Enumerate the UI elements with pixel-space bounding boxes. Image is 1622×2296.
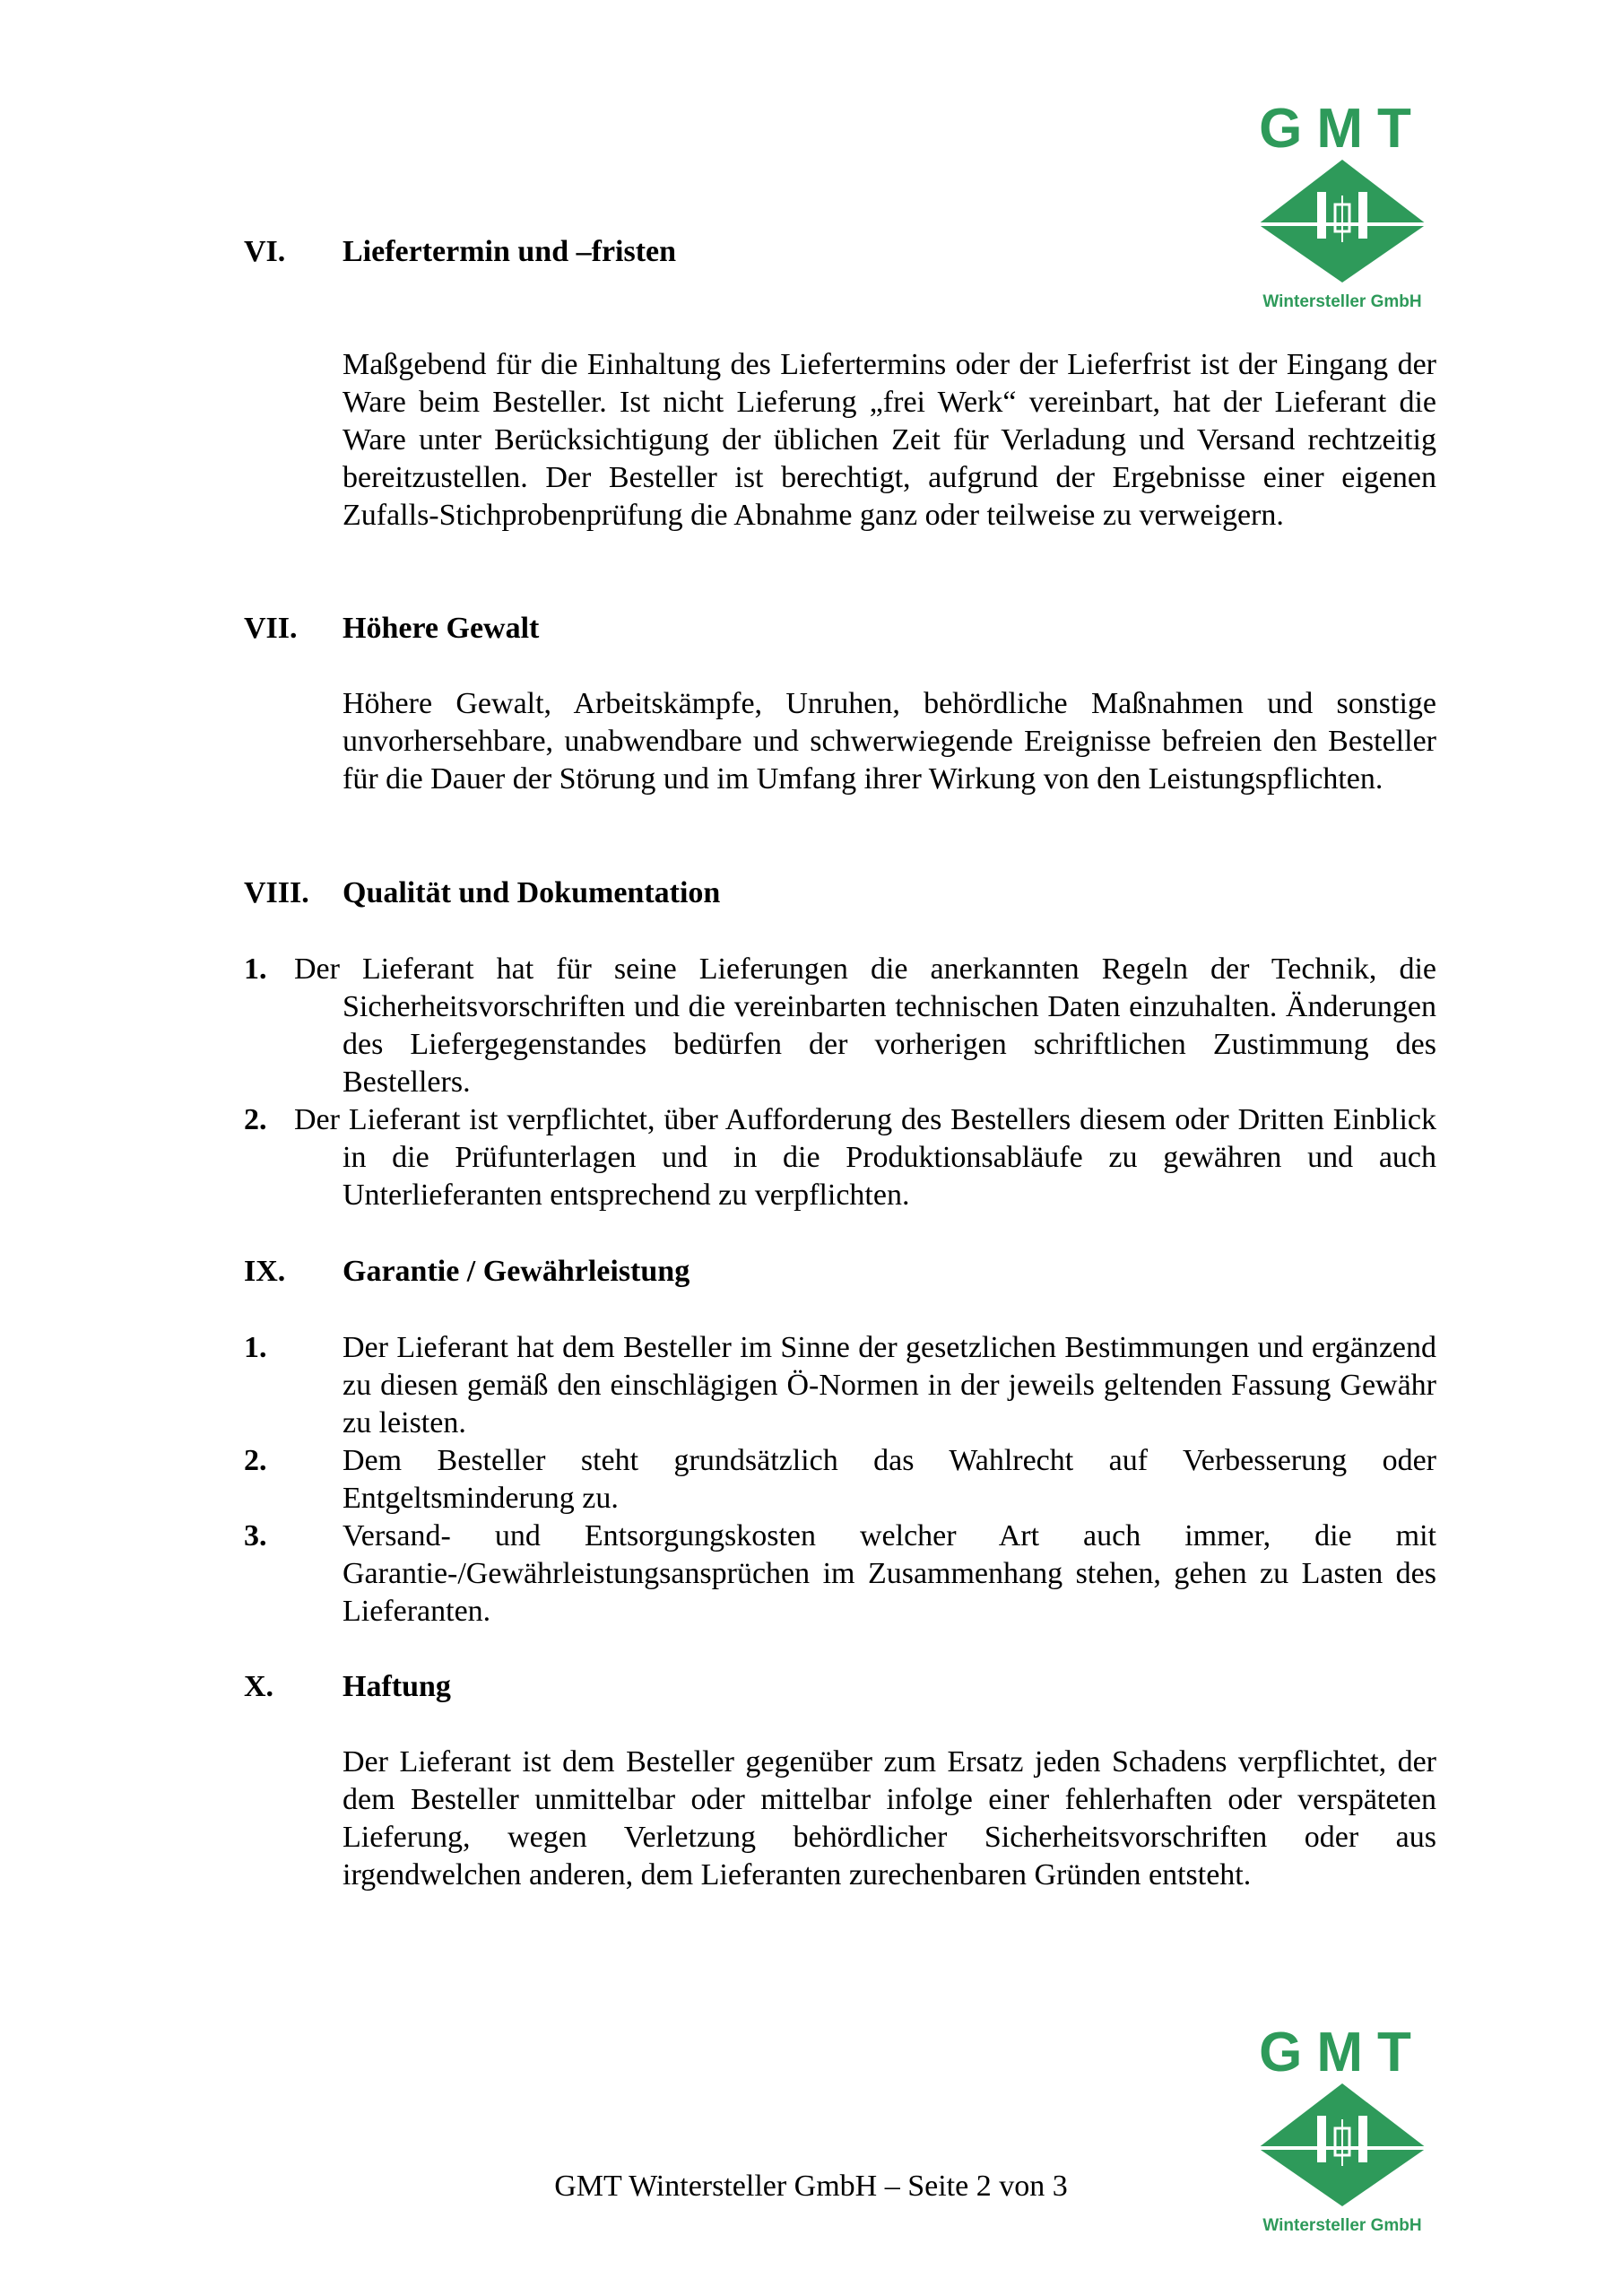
logo-letters: GMT [1259, 99, 1426, 160]
list-item-number: 3. [244, 1519, 267, 1552]
list-item [244, 1101, 1436, 1214]
list-item [244, 1329, 1436, 1442]
section-title: Haftung [343, 1670, 451, 1703]
section-number: X. [244, 1670, 274, 1703]
logo-diamond-icon [1258, 160, 1427, 283]
list-item-text: Der Lieferant hat für seine Lieferungen die anerkannten Regeln der Technik, die Sicherheitsvorschriften und die vereinbarten technischen Daten einzuhalten. Änderungen des Liefergegenstandes bedürfen der vorherigen schriftlichen Zustimmung des Bestellers. [294, 952, 1436, 1099]
logo-letters: GMT [1259, 2022, 1426, 2083]
list-item-number: 1. [244, 1331, 267, 1364]
list-item-number: 1. [244, 952, 267, 986]
list-item [244, 951, 1436, 1101]
company-logo-bottom [1253, 2022, 1432, 2238]
list-item-number: 2. [244, 1444, 267, 1477]
section-paragraph: Maßgebend für die Einhaltung des Liefertermins oder der Lieferfrist ist der Eingang der Ware beim Besteller. Ist nicht Lieferung „frei Werk“ vereinbart, hat der Lieferant die Ware unter Berücksichtigung der üblichen Zeit für Verladung und Versand rechtzeitig bereitzustellen. Der Besteller ist berechtigt, aufgrund der Ergebnisse einer eigenen Zufalls-Stichprobenprüfung die Abnahme ganz oder teilweise zu verweigern. [343, 348, 1436, 532]
section-paragraph: Höhere Gewalt, Arbeitskämpfe, Unruhen, behördliche Maßnahmen und sonstige unvorhersehbare, unabwendbare und schwerwiegende Ereignisse befreien den Besteller für die Dauer der Störung und im Umfang ihrer Wirkung von den Leistungspflichten. [343, 687, 1436, 796]
section-title: Höhere Gewalt [343, 612, 540, 645]
list-item [244, 1442, 1436, 1518]
list-item-number: 2. [244, 1103, 267, 1136]
list-item-text: Der Lieferant ist verpflichtet, über Aufforderung des Bestellers diesem oder Dritten Einblick in die Prüfunterlagen und in die Produktionsabläufe zu gewähren und auch Unterlieferanten entsprechend zu verpflichten. [294, 1103, 1436, 1212]
section-number: IX. [244, 1255, 286, 1288]
list-item-text: Dem Besteller steht grundsätzlich das Wahlrecht auf Verbesserung oder Entgeltsminderung zu. [343, 1444, 1436, 1515]
section-paragraph: Der Lieferant ist dem Besteller gegenüber zum Ersatz jeden Schadens verpflichtet, der dem Besteller unmittelbar oder mittelbar infolge einer fehlerhaften oder verspäteten Lieferung, wegen Verletzung behördlicher Sicherheitsvorschriften oder aus irgendwelchen anderen, dem Lieferanten zurechenbaren Gründen entsteht. [343, 1745, 1436, 1892]
logo-caption: Wintersteller GmbH [1262, 2216, 1422, 2235]
section-number: VII. [244, 612, 298, 645]
logo-caption: Wintersteller GmbH [1262, 292, 1422, 311]
section-title: Liefertermin und –fristen [343, 235, 677, 268]
list-item-text: Der Lieferant hat dem Besteller im Sinne der gesetzlichen Bestimmungen und ergänzend zu diesen gemäß den einschlägigen Ö-Normen in der jeweils geltenden Fassung Gewähr zu leisten. [343, 1331, 1436, 1439]
section-number: VIII. [244, 876, 309, 909]
section-title: Garantie / Gewährleistung [343, 1255, 690, 1288]
section-title: Qualität und Dokumentation [343, 876, 721, 909]
page-footer: GMT Wintersteller GmbH – Seite 2 von 3 [554, 2170, 1068, 2203]
section-number: VI. [244, 235, 286, 268]
list-item-text: Versand- und Entsorgungskosten welcher Art auch immer, die mit Garantie-/Gewährleistungsansprüchen im Zusammenhang stehen, gehen zu Lasten des Lieferanten. [343, 1519, 1436, 1628]
company-logo-top [1253, 99, 1432, 314]
list-item [244, 1518, 1436, 1631]
